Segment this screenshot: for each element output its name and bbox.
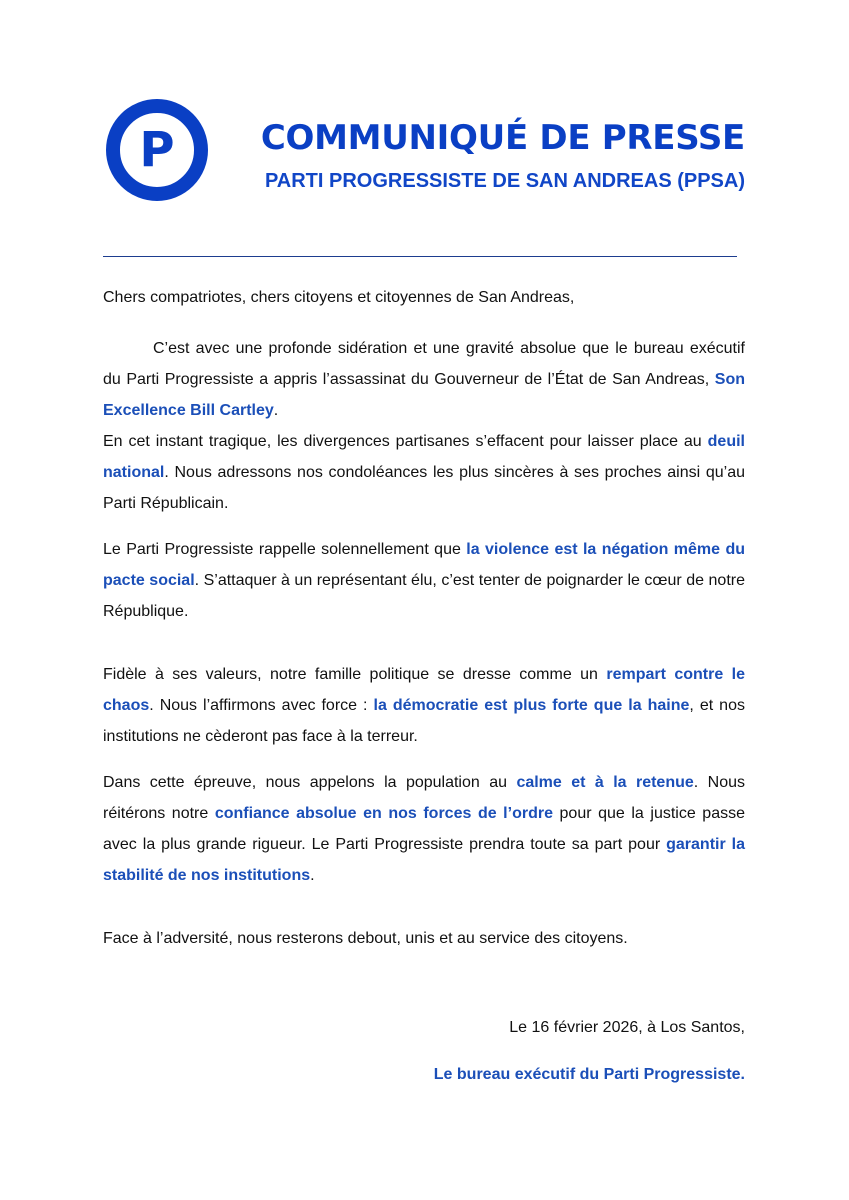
p3-text-3: , et nos institutions ne cèderont pas face à la terreur. (103, 697, 745, 745)
header-divider (103, 256, 737, 257)
p3-text-2: . Nous l’affirmons avec force : (149, 697, 374, 714)
p3-highlight-2: la démocratie est plus forte que la haine (373, 697, 690, 714)
p3-highlight-1: rempart contre le chaos (103, 666, 745, 714)
p2-text-1: Le Parti Progressiste rappelle solennellement que (103, 541, 467, 558)
paragraph-2 (103, 534, 745, 627)
p4-highlight-3: garantir la stabilité de nos institutions (103, 836, 745, 884)
p4-text-3: pour que la justice passe avec la plus grande rigueur. Le Parti Progressiste prendra toute sa part pour (103, 805, 745, 853)
p4-text-2: . Nous réitérons notre (103, 774, 745, 822)
p1-highlight-2: deuil national (103, 433, 745, 481)
closing-line: Face à l’adversité, nous resterons debout, unis et au service des citoyens. (103, 930, 628, 947)
p4-highlight-1: calme et à la retenue (516, 774, 694, 791)
p2-text-2: . S’attaquer à un représentant élu, c’est tenter de poignarder le cœur de notre République. (103, 572, 745, 620)
paragraph-4 (103, 767, 745, 891)
p4-text-4: . (310, 867, 315, 884)
date-place: Le 16 février 2026, à Los Santos, (509, 1019, 745, 1036)
p1-text-2: . (273, 402, 279, 419)
p4-highlight-2: confiance absolue en nos forces de l’ordre (214, 805, 553, 822)
p4-text-1: Dans cette épreuve, nous appelons la population au (103, 774, 517, 791)
page-title: COMMUNIQUÉ DE PRESSE (260, 118, 745, 158)
paragraph-1 (103, 333, 745, 519)
page-subtitle: PARTI PROGRESSISTE DE SAN ANDREAS (PPSA) (264, 170, 745, 192)
p1-text-3: En cet instant tragique, les divergences partisanes s’effacent pour laisser place au (103, 433, 708, 450)
paragraph-3 (103, 659, 745, 752)
signatory: Le bureau exécutif du Parti Progressiste. (433, 1066, 745, 1083)
p1-text-1: C’est avec une profonde sidération et une gravité absolue que le bureau exécutif du Parti Progressiste a appris l’assassinat du Gouverneur de l’État de San Andreas, (103, 340, 745, 388)
greeting: Chers compatriotes, chers citoyens et citoyennes de San Andreas, (103, 289, 575, 306)
p3-text-1: Fidèle à ses valeurs, notre famille politique se dresse comme un (103, 666, 607, 683)
p1-text-4: . Nous adressons nos condoléances les plus sincères à ses proches ainsi qu’au Parti Républicain. (103, 464, 745, 512)
logo-letter: P (139, 122, 175, 178)
p2-highlight-1: la violence est la négation même du pacte social (103, 541, 745, 589)
p1-highlight-1: Son Excellence Bill Cartley (103, 371, 745, 419)
party-logo-icon (105, 98, 209, 202)
